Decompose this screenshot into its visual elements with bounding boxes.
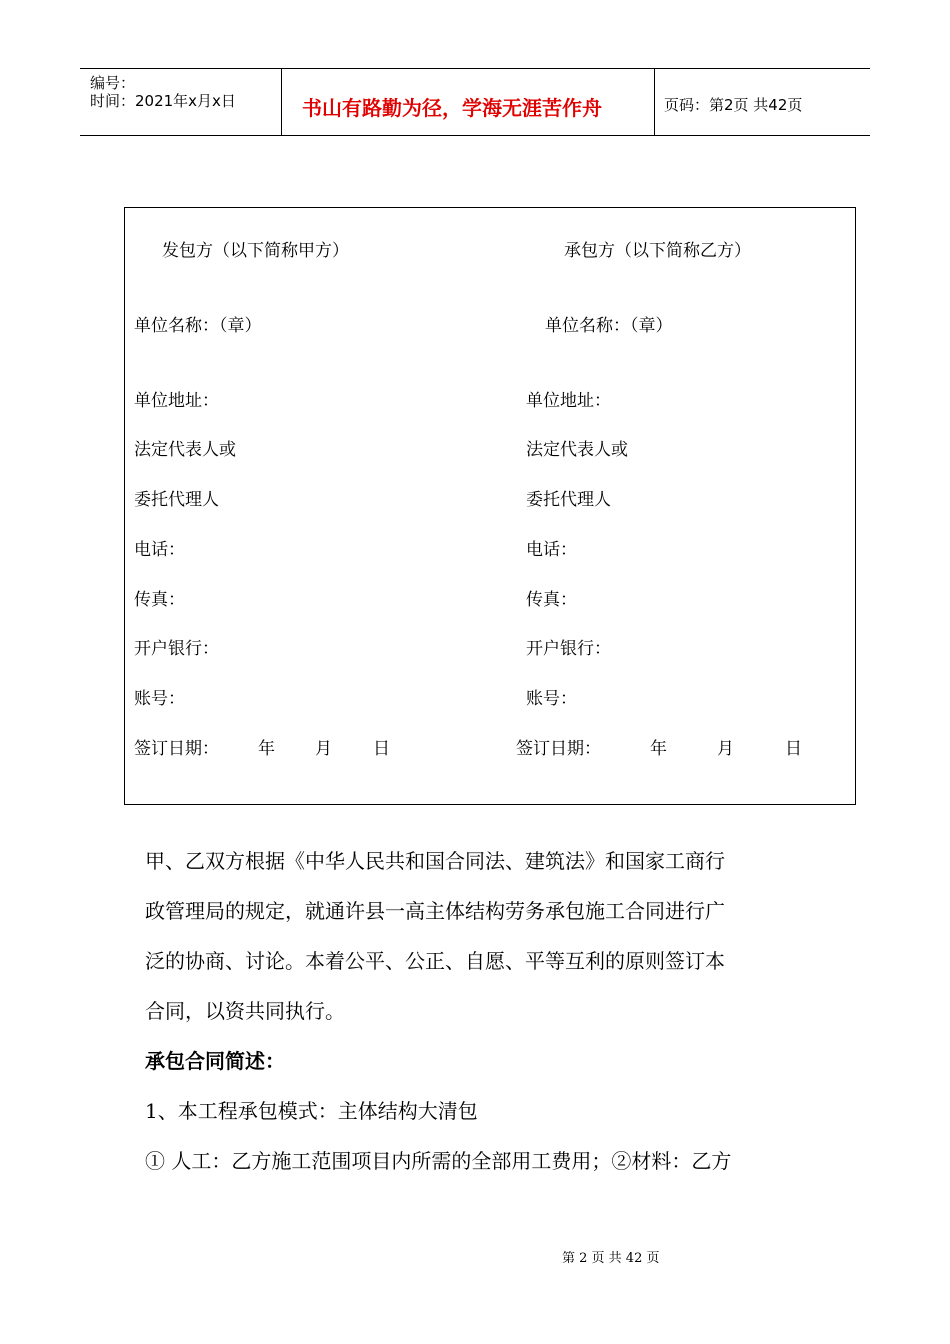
time-label: 时间：2021年x月x日 [90,92,236,110]
party-a-phone: 电话： [134,540,185,560]
body-paragraph-line: 合同，以资共同执行。 [145,999,345,1023]
body-paragraph-line: 甲、乙双方根据《中华人民共和国合同法、建筑法》和国家工商行 [145,849,725,873]
party-a-bank: 开户银行： [134,639,219,659]
party-b-rep-line1: 法定代表人或 [526,440,628,460]
party-a-day: 日 [373,739,390,759]
party-b-phone: 电话： [526,540,577,560]
body-paragraph-line: 泛的协商、讨论。本着公平、公正、自愿、平等互利的原则签订本 [145,949,725,973]
page-label: 页码：第2页 共42页 [664,96,803,114]
party-info-box [124,207,856,805]
party-a-sign-date: 签订日期： [134,739,219,759]
party-b-month: 月 [717,739,734,759]
party-b-bank: 开户银行： [526,639,611,659]
party-b-sign-date: 签订日期： [516,739,601,759]
party-a-rep-line2: 委托代理人 [134,490,219,510]
party-a-month: 月 [315,739,332,759]
party-b-address: 单位地址： [526,391,611,411]
party-a-account: 账号： [134,689,185,709]
header-bottom-rule [80,135,870,136]
footer-page-number: 第 2 页 共 42 页 [562,1251,660,1266]
party-b-fax: 传真： [526,590,577,610]
serial-label: 编号： [90,74,136,92]
item-1-detail: ① 人工：乙方施工范围项目内所需的全部用工费用；②材料：乙方 [145,1149,732,1173]
header-motto: 书山有路勤为径，学海无涯苦作舟 [302,96,602,120]
party-a-title: 发包方（以下简称甲方） [162,241,349,261]
party-b-rep-line2: 委托代理人 [526,490,611,510]
section-heading: 承包合同简述： [145,1049,285,1073]
party-b-year: 年 [650,739,667,759]
header-top-rule [80,68,870,69]
party-a-rep-line1: 法定代表人或 [134,440,236,460]
party-a-fax: 传真： [134,590,185,610]
item-1: 1、本工程承包模式：主体结构大清包 [145,1099,478,1123]
header-divider-left [281,69,282,136]
party-a-address: 单位地址： [134,391,219,411]
party-a-unit-name: 单位名称：（章） [134,316,262,336]
body-paragraph-line: 政管理局的规定，就通许县一高主体结构劳务承包施工合同进行广 [145,899,725,923]
party-b-day: 日 [785,739,802,759]
header-divider-right [654,69,655,136]
party-b-title: 承包方（以下简称乙方） [564,241,751,261]
party-b-unit-name: 单位名称：（章） [545,316,673,336]
party-b-account: 账号： [526,689,577,709]
party-a-year: 年 [258,739,275,759]
